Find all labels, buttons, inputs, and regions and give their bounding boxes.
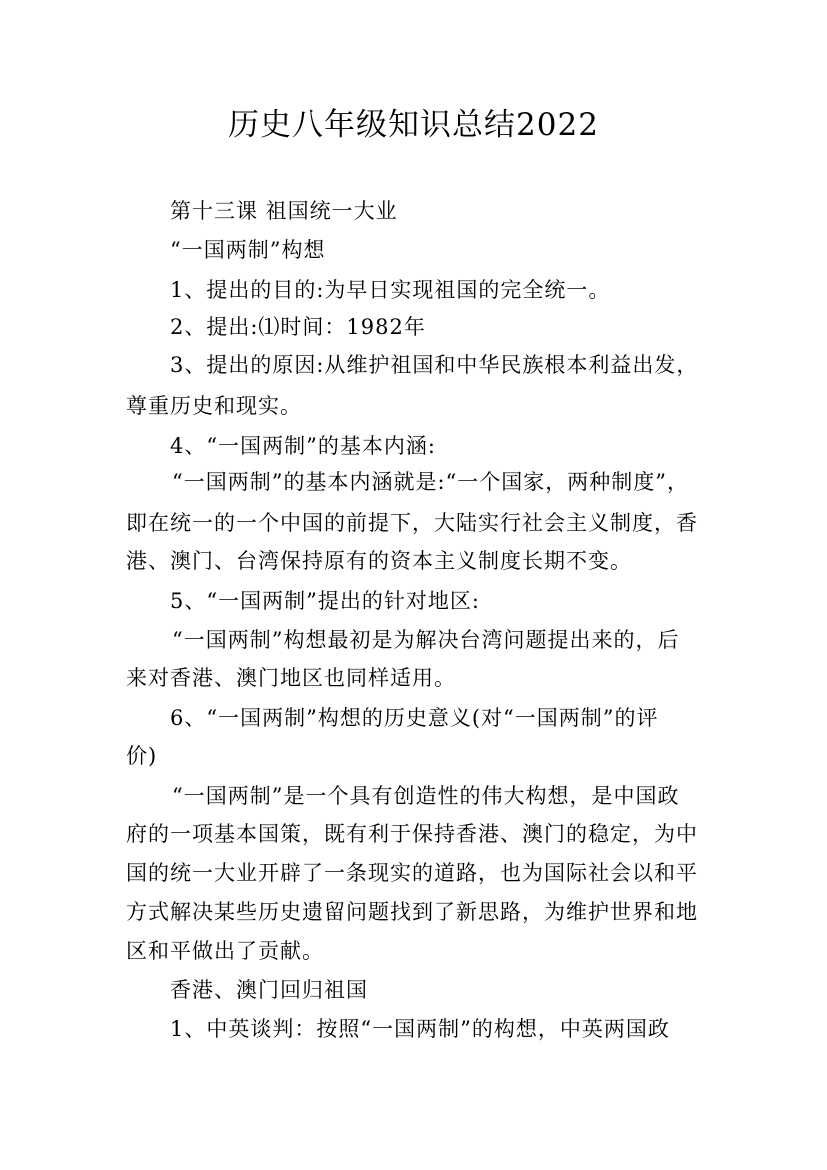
- paragraph-line: 价): [126, 744, 158, 768]
- paragraph-line: 方式解决某些历史遗留问题找到了新思路，为维护世界和地: [126, 900, 698, 924]
- paragraph-line: 港、澳门、台湾保持原有的资本主义制度长期不变。: [126, 549, 632, 573]
- section-heading: “一国两制”构想: [170, 238, 326, 262]
- paragraph-line: 1、中英谈判：按照“一国两制”的构想，中英两国政: [170, 1017, 670, 1041]
- paragraph-line: 国的统一大业开辟了一条现实的道路，也为国际社会以和平: [126, 861, 698, 885]
- paragraph-line: 1、提出的目的:为早日实现祖国的完全统一。: [170, 278, 611, 302]
- paragraph-line: 尊重历史和现实。: [126, 394, 302, 418]
- paragraph-line: “一国两制”构想最初是为解决台湾问题提出来的，后: [172, 628, 680, 652]
- paragraph-line: “一国两制”是一个具有创造性的伟大构想，是中国政: [172, 784, 680, 808]
- paragraph-line: 来对香港、澳门地区也同样适用。: [126, 666, 456, 690]
- paragraph-line: 2、提出:⑴时间：1982年: [170, 315, 426, 339]
- paragraph-line: 区和平做出了贡献。: [126, 939, 324, 963]
- paragraph-line: 府的一项基本国策，既有利于保持香港、澳门的稳定，为中: [126, 822, 698, 846]
- document-title: 历史八年级知识总结2022: [228, 107, 599, 143]
- paragraph-line: 5、“一国两制”提出的针对地区:: [170, 589, 480, 613]
- lesson-heading: 第十三课 祖国统一大业: [170, 199, 398, 223]
- paragraph-line: 6、“一国两制”构想的历史意义(对“一国两制”的评: [170, 706, 659, 730]
- paragraph-line: 4、“一国两制”的基本内涵:: [170, 434, 436, 458]
- paragraph-line: 即在统一的一个中国的前提下，大陆实行社会主义制度，香: [126, 511, 698, 535]
- paragraph-line: 3、提出的原因:从维护祖国和中华民族根本利益出发，: [170, 353, 699, 377]
- paragraph-line: “一国两制”的基本内涵就是:“一个国家，两种制度”，: [172, 470, 690, 494]
- section-heading: 香港、澳门回归祖国: [170, 978, 368, 1002]
